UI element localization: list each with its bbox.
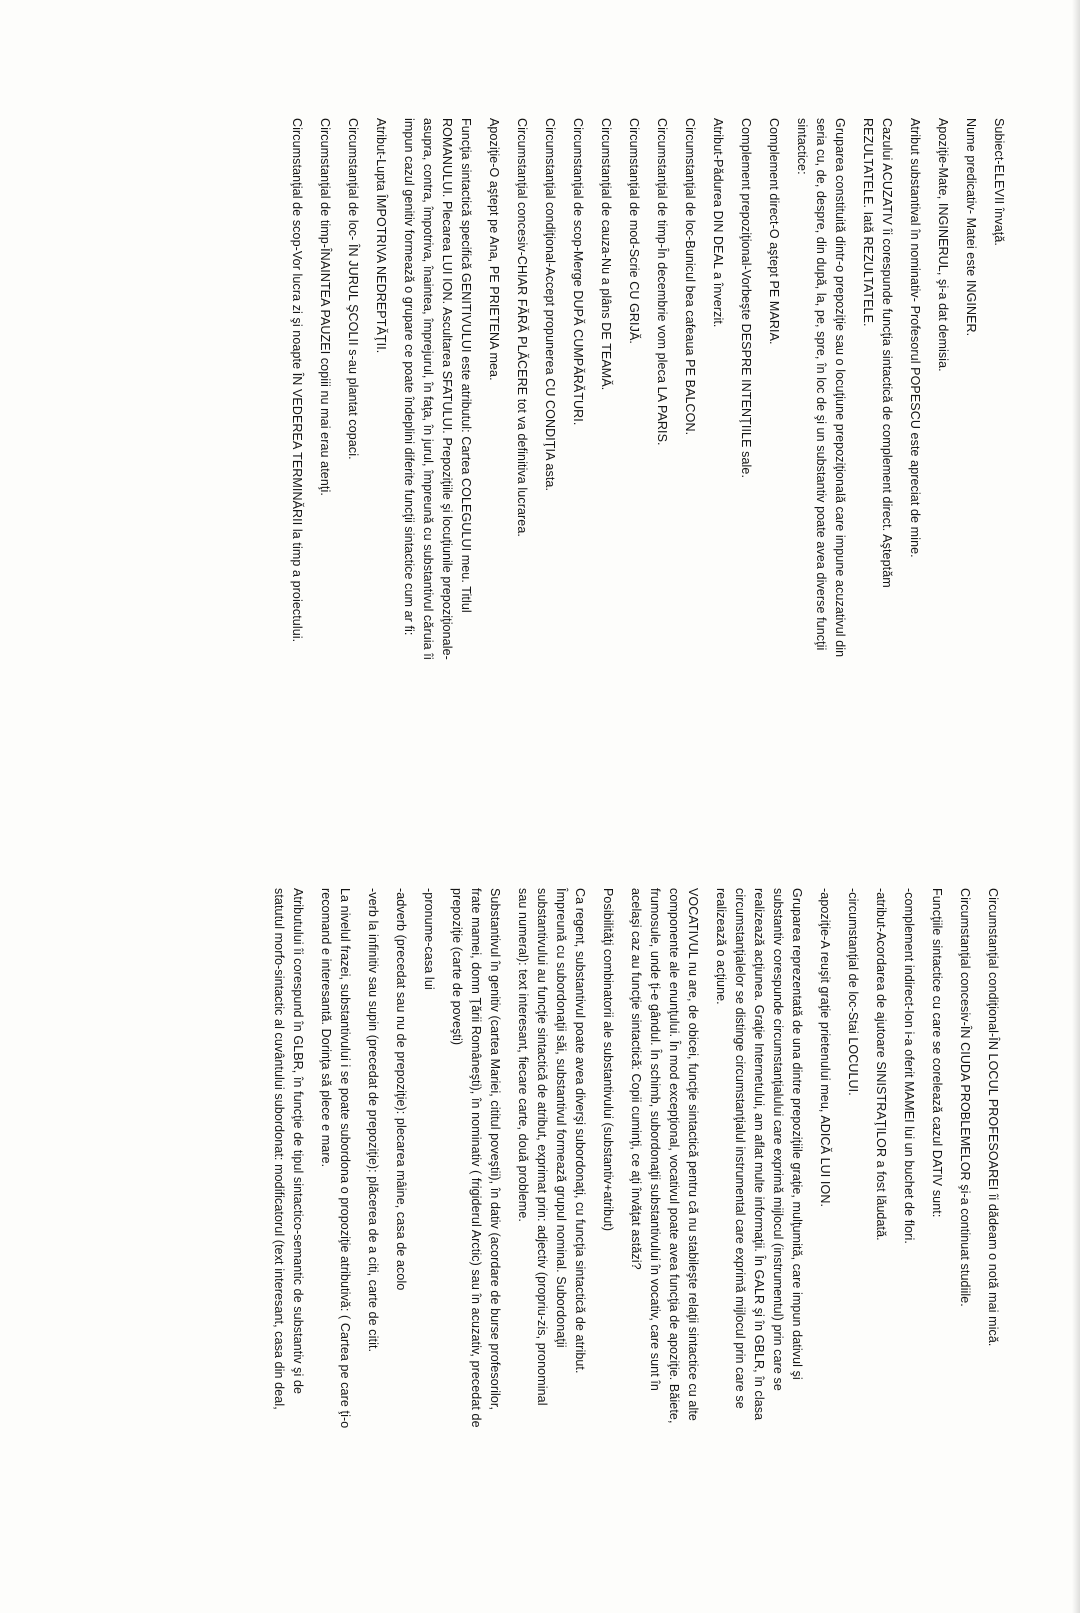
- text-line: prepoziţie (carte de poveşti): [450, 888, 464, 1046]
- text-line: Nume predicativ- Matei este INGINER.: [964, 118, 978, 337]
- text-paragraph: [899, 888, 918, 1578]
- text-paragraph: [708, 118, 727, 798]
- text-line: seria cu, de, despre, din după, la, pe, spre, în loc de şi un substantiv poate avea diverse funcţii: [814, 118, 828, 651]
- text-paragraph: [624, 118, 643, 798]
- text-line: frate mamei, domn Ţării Româneşti), în nominativ ( frigiderul Arctic) sau în acuzativ, precedat de: [469, 888, 483, 1428]
- text-paragraph: [596, 118, 615, 798]
- text-paragraph: [484, 118, 503, 798]
- page-edge-shadow: [1072, 0, 1080, 1613]
- text-line: Posibilităţi combinatorii ale substantivului (substantiv+atribut): [601, 888, 615, 1232]
- text-paragraph: [927, 888, 946, 1578]
- text-line: Funcţia sintactică specifică GENITIVULUI este atributul: Cartea COLEGULUI meu. Titlul: [459, 118, 473, 613]
- text-line: asupra, contra, împotriva, înaintea, împrejurul, în faţa, în jurul, împreună cu substantivul căruia îi: [421, 118, 435, 660]
- text-paragraph: [316, 888, 354, 1578]
- text-paragraph: [598, 888, 617, 1578]
- text-line: Circumstanţial de timp-În decembrie vom pleca LA PARIS.: [655, 118, 669, 446]
- text-line: Atribut-Pădurea DIN DEAL a înverzit.: [711, 118, 725, 328]
- text-line: Substantivul în genitiv (cartea Mariei, cititul poveştii), în dativ (acordare de burse profesorilor,: [488, 888, 502, 1411]
- text-line: -pronume-casa lui: [422, 888, 436, 990]
- text-paragraph: [792, 118, 849, 798]
- text-paragraph: [540, 118, 559, 798]
- text-paragraph: [447, 888, 504, 1578]
- text-line: sau numeral): text interesant, fiecare carte, două probleme.: [516, 888, 530, 1222]
- text-line: -apoziţie-A reuşit graţie prietenului meu, ADICĂ LUI ION.: [818, 888, 832, 1208]
- text-line: Apoziţie-O aştept pe Ana, PE PRIETENA mea.: [487, 118, 501, 381]
- text-paragraph: [736, 118, 755, 798]
- text-paragraph: [512, 118, 531, 798]
- text-paragraph: [399, 118, 475, 798]
- text-line: VOCATIVUL nu are, de obicei, funcţie sintactică pentru că nu stabileşte relaţii sintactice cu alte: [686, 888, 700, 1421]
- text-line: substantivului au funcţie sintactică de atribut, exprimat prin: adjectiv (propriu-zis, pronominal: [535, 888, 549, 1406]
- text-line: Funcţiile sintactice cu care se corelează cazul DATIV sunt:: [930, 888, 944, 1218]
- text-paragraph: [371, 118, 390, 798]
- text-paragraph: [363, 888, 382, 1578]
- text-paragraph: [287, 118, 306, 798]
- text-paragraph: [626, 888, 702, 1578]
- text-paragraph: [568, 118, 587, 798]
- text-line: Împreună cu subordonaţii săi, substantivul formează grupul nominal. Subordonaţii: [554, 888, 568, 1348]
- text-paragraph: [269, 888, 307, 1578]
- text-paragraph: [315, 118, 334, 798]
- text-line: -verb la infinitiv sau supin (precedat de prepoziţie): plăcerea de a citi, carte de citit.: [366, 888, 380, 1353]
- text-line: Circumstanţial de loc-Bunicul bea cafeaua PE BALCON.: [683, 118, 697, 436]
- text-line: Atribut-Lupta ÎMPOTRIVA NEDREPTĂŢII.: [374, 118, 388, 354]
- text-line: substantiv corespunde circumstanţialului care exprimă mijlocul (instrumentul) prin care se: [771, 888, 785, 1391]
- text-line: Gruparea constituită dintr-o prepoziţie sau o locuţiune prepoziţională care impune acuzativul din: [833, 118, 847, 658]
- text-line: Circumstanţial condiţional-ÎN LOCUL PROFESOAREI îi dădeam o notă mai mică.: [986, 888, 1000, 1347]
- text-paragraph: [513, 888, 589, 1578]
- text-paragraph: [989, 118, 1008, 798]
- right-column-text: [260, 888, 1002, 1578]
- text-paragraph: [905, 118, 924, 798]
- text-paragraph: [858, 118, 896, 798]
- text-line: Complement prepoziţional-Vorbeşte DESPRE INTENŢIILE sale.: [739, 118, 753, 479]
- text-line: Circumstanţial condiţional-Accept propunerea CU CONDIŢIA asta.: [543, 118, 557, 492]
- text-paragraph: [680, 118, 699, 798]
- text-paragraph: [843, 888, 862, 1578]
- text-line: La nivelul frazei, substantivului i se poate subordona o propoziţie atributivă: ( Cartea pe care ţi-o: [338, 888, 352, 1429]
- text-line: Circumstanţial de timp-ÎNAINTEA PAUZEI copiii nu mai erau atenţi.: [318, 118, 332, 496]
- text-line: acelaşi caz au funcţie sintactică: Copii cuminţi, ce aţi învăţat astăzi?: [629, 888, 643, 1270]
- text-line: Ca regent, substantivul poate avea diverşi subordonaţi, cu funcţia sintactică de atribut.: [573, 888, 587, 1374]
- text-paragraph: [961, 118, 980, 798]
- text-line: sintactice:: [795, 118, 809, 175]
- text-paragraph: [652, 118, 671, 798]
- text-line: -circumstanţial de loc-Stai LOCULUI.: [846, 888, 860, 1096]
- text-line: realizează o acţiune.: [714, 888, 728, 1005]
- text-line: Circumstanţial de scop-Vor lucra zi şi noapte ÎN VEDEREA TERMINĂRII la timp a proiectului.: [290, 118, 304, 643]
- text-line: Atributului îi corespund în GLBR, în funcţie de tipul sintactico-semantic de substantiv şi de: [291, 888, 305, 1395]
- text-line: Subiect-ELEVII învaţă.: [992, 118, 1006, 246]
- text-paragraph: [955, 888, 974, 1578]
- text-line: Cazului ACUZATIV îi corespunde funcţia sintactică de complement direct. Aşteptăm: [880, 118, 894, 588]
- text-line: circumstanţialelor se distinge circumstanţialul instrumental care exprimă mijlocul prin care se: [733, 888, 747, 1409]
- text-line: ROMANULUI. Plecarea LUI ION. Ascultarea SFATULUI. Prepoziţiile şi locuţiunile prepoziţionale-: [440, 118, 454, 660]
- text-paragraph: [933, 118, 952, 798]
- text-paragraph: [871, 888, 890, 1578]
- text-line: impun cazul genitiv formează o grupare ce poate îndeplini diferite funcţii sintactice cum ar fi:: [402, 118, 416, 636]
- text-line: -atribut-Acordarea de ajutoare SINISTRAŢILOR a fost lăudată.: [874, 888, 888, 1241]
- text-line: REZULTATELE. Iată REZULTATELE.: [861, 118, 875, 327]
- text-paragraph: [419, 888, 438, 1578]
- text-paragraph: [815, 888, 834, 1578]
- text-line: Circumstanţial concesiv-CHIAR FĂRĂ PLĂCERE tot va definitiva lucrarea.: [515, 118, 529, 537]
- text-line: realizează acţiunea. Graţie Internetului, am aflat multe informaţii. În GALR şi în GBLR, în clasa: [752, 888, 766, 1421]
- text-line: componente ale enunţului. În mod excepţional, vocativul poate avea funcţia de apoziţie. Băiete,: [667, 888, 681, 1424]
- text-paragraph: [764, 118, 783, 798]
- text-line: frumosule, unde ţi-e gândul. În schimb, subordonaţii substantivului în vocativ, care sunt în: [648, 888, 662, 1391]
- text-line: Circumstanţial de cauza-Nu a plâns DE TEAMĂ.: [599, 118, 613, 391]
- text-line: -complement indirect-Ion i-a oferit MAMEI lui un buchet de flori.: [902, 888, 916, 1244]
- text-paragraph: [983, 888, 1002, 1578]
- text-paragraph: [391, 888, 410, 1578]
- text-line: Circumstanţial de mod-Scrie CU GRIJĂ.: [627, 118, 641, 344]
- text-paragraph: [711, 888, 806, 1578]
- text-line: Circumstanţial de scop-Merge DUPĂ CUMPĂRĂTURI.: [571, 118, 585, 426]
- text-paragraph: [343, 118, 362, 798]
- text-line: statutul morfo-sintactic al cuvântului subordonat: modificatorul (text interesant, casa din deal,: [272, 888, 286, 1410]
- left-column-text: [278, 118, 1008, 798]
- text-line: recomand e interesantă. Dorinţa să plece e mare.: [319, 888, 333, 1168]
- text-line: Complement direct-O aştept PE MARIA.: [767, 118, 781, 345]
- text-line: -adverb (precedat sau nu de prepoziţie): plecarea mâine, casa de acolo: [394, 888, 408, 1291]
- text-line: Circumstanţial concesiv-ÎN CIUDA PROBLEMELOR şi-a continuat studiile.: [958, 888, 972, 1307]
- text-line: Atribut substantival în nominativ- Profesorul POPESCU este apreciat de mine.: [908, 118, 922, 558]
- text-line: Gruparea reprezentată de una dintre prepoziţiile graţie, mulţumită, care impun dativul şi: [790, 888, 804, 1380]
- text-line: Apoziţie-Mate, INGINERUL, şi-a dat demisia.: [936, 118, 950, 372]
- text-line: Circumstanţial de loc- ÎN JURUL ŞCOLII s-au plantat copaci.: [346, 118, 360, 460]
